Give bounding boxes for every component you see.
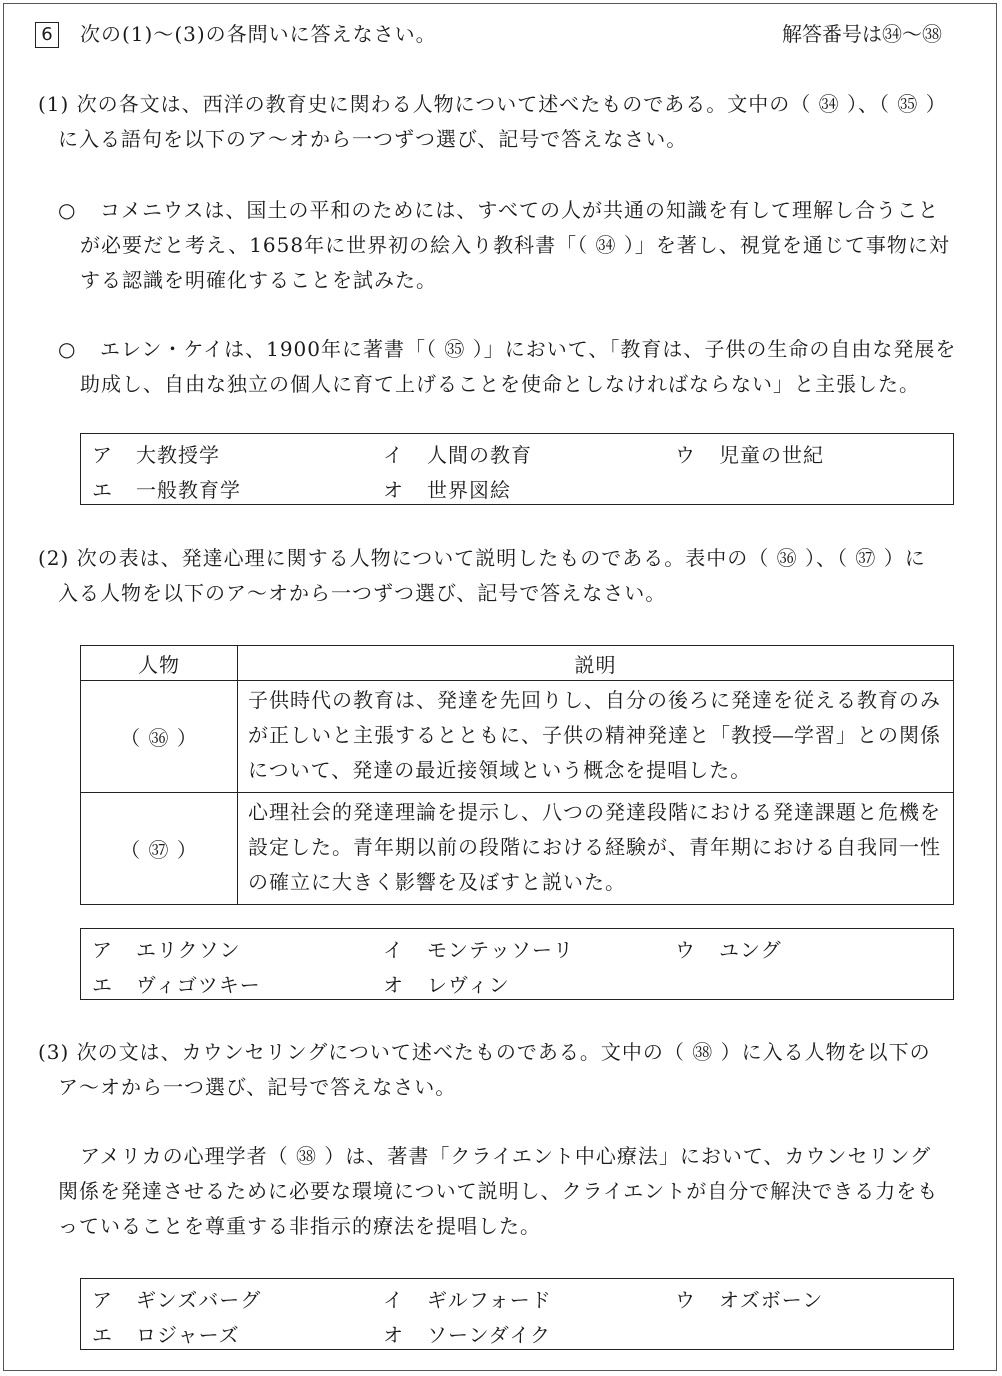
answer-number-range: 解答番号は㉞～㊳ bbox=[782, 22, 942, 46]
table-cell-person: （ ㊱ ） bbox=[81, 681, 238, 793]
bullet-circle: ○ bbox=[58, 337, 77, 361]
q1-option-c: ウ 児童の世紀 bbox=[675, 443, 824, 467]
q2-option-a: ア エリクソン bbox=[92, 938, 241, 962]
q3-passage-line-2: 関係を発達させるために必要な環境について説明し、クライエントが自分で解決できる力をも bbox=[58, 1179, 939, 1203]
q2-prompt-line-1: (2) 次の表は、発達心理に関する人物について説明したものである。表中の（ ㊱ ）、（ ㊲ ）に bbox=[38, 546, 926, 570]
table-header-person: 人物 bbox=[81, 646, 238, 681]
q3-option-a: ア ギンズバーグ bbox=[92, 1288, 262, 1312]
q2-prompt-line-2: 入る人物を以下のア～オから一つずつ選び、記号で答えなさい。 bbox=[58, 581, 667, 605]
table-cell-description: 子供時代の教育は、発達を先回りし、自分の後ろに発達を従える教育のみが正しいと主張するとともに、子供の精神発達と「教授―学習」との関係について、発達の最近接領域という概念を提唱した。 bbox=[238, 681, 954, 793]
q1-option-e: オ 世界図絵 bbox=[383, 478, 511, 502]
table-header-description: 説明 bbox=[238, 646, 954, 681]
q1-option-a: ア 大教授学 bbox=[92, 443, 220, 467]
q2-option-c: ウ ユング bbox=[675, 938, 782, 962]
q1-option-b: イ 人間の教育 bbox=[383, 443, 532, 467]
q1-bullet1-line-1: コメニウスは、国土の平和のためには、すべての人が共通の知識を有して理解し合うこと bbox=[100, 198, 939, 222]
q2-option-b: イ モンテッソーリ bbox=[383, 938, 574, 962]
q3-passage-line-3: っていることを尊重する非指示的療法を提唱した。 bbox=[58, 1214, 541, 1238]
q3-option-b: イ ギルフォード bbox=[383, 1288, 552, 1312]
table-row bbox=[81, 793, 954, 905]
q2-table bbox=[80, 645, 954, 905]
q3-prompt-line-2: ア～オから一つ選び、記号で答えなさい。 bbox=[58, 1075, 457, 1099]
q1-bullet1-line-2: が必要だと考え、1658年に世界初の絵入り教科書「（ ㉞ ）」を著し、視覚を通じて事物に対 bbox=[80, 233, 950, 257]
q1-bullet1-line-3: する認識を明確化することを試みた。 bbox=[80, 268, 437, 292]
table-row bbox=[81, 681, 954, 793]
question-number-box: 6 bbox=[35, 22, 59, 48]
q1-prompt-line-2: に入る語句を以下のア～オから一つずつ選び、記号で答えなさい。 bbox=[58, 127, 688, 151]
q1-bullet2-line-2: 助成し、自由な独立の個人に育て上げることを使命としなければならない」と主張した。 bbox=[80, 372, 920, 396]
q3-option-c: ウ オズボーン bbox=[675, 1288, 824, 1312]
table-header-row bbox=[81, 646, 954, 681]
q3-option-d: エ ロジャーズ bbox=[92, 1323, 240, 1347]
q1-prompt-line-1: (1) 次の各文は、西洋の教育史に関わる人物について述べたものである。文中の（ ㉞ ）、（ ㉟ ） bbox=[38, 92, 947, 116]
q3-prompt-line-1: (3) 次の文は、カウンセリングについて述べたものである。文中の（ ㊳ ）に入る人物を以下の bbox=[38, 1040, 931, 1064]
q1-bullet2-line-1: エレン・ケイは、1900年に著書「（ ㉟ ）」において、「教育は、子供の生命の自由な発展を bbox=[100, 337, 957, 361]
table-cell-description: 心理社会的発達理論を提示し、八つの発達段階における発達課題と危機を設定した。青年期以前の段階における経験が、青年期における自我同一性の確立に大きく影響を及ぼすと説いた。 bbox=[238, 793, 954, 905]
main-instruction: 次の(1)～(3)の各問いに答えなさい。 bbox=[80, 22, 437, 46]
q3-passage-line-1: アメリカの心理学者（ ㊳ ）は、著書「クライエント中心療法」において、カウンセリング bbox=[80, 1144, 932, 1168]
q2-option-d: エ ヴィゴツキー bbox=[92, 973, 261, 997]
table-cell-person: （ ㊲ ） bbox=[81, 793, 238, 905]
q3-option-e: オ ソーンダイク bbox=[383, 1323, 551, 1347]
bullet-circle: ○ bbox=[58, 198, 77, 222]
q1-option-d: エ 一般教育学 bbox=[92, 478, 241, 502]
q2-option-e: オ レヴィン bbox=[383, 973, 510, 997]
